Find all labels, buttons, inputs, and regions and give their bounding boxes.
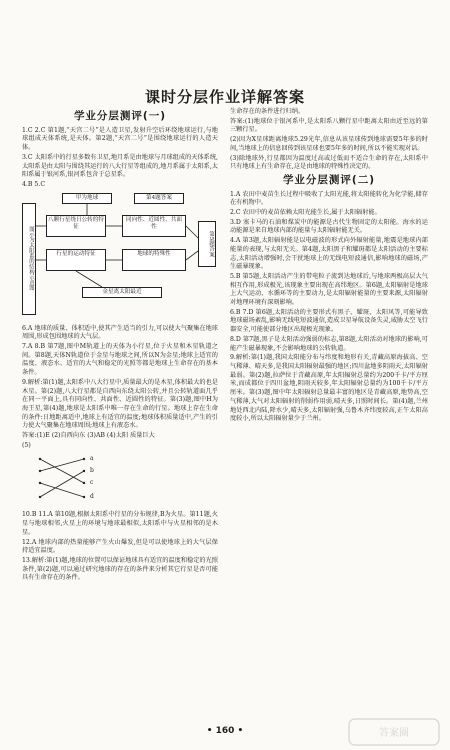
answer-7-8: 7.A 8.B 第7题,图中M轨道上的天体为小行星,位于火星和木星轨道之间。第8题,天体N轨道位于金星与地球之间,所以N为金星;地球上适宜的温度、液态水、适宜的大气和稳定的光照等都是地球上生命存在的基本条件。	[22, 343, 218, 377]
diagram-box-features-list: 同向性、近圆性、共面性	[122, 215, 186, 237]
answer-2-5: 5.B 第5题,太阳活动产生的带电粒子流到达地球后,与地球两极高层大气相互作用,形成极光,该现象主要出现在高纬地区。第6题,太阳辐射是地球上大气运动、水循环等的主要动力,是太阳辐射能量的主要来源,太阳辐射对地理环境有深刻影响。	[230, 272, 428, 307]
answer-2-8: 8.D 第7题,黑子是太阳活动强弱的标志,第8题,太阳活动对地球的影响,可能产生磁暴现象,不会影响地球的公转轨道。	[230, 335, 428, 352]
answer-2-2: 2.C 农田中的麦苗依赖太阳光能生长,属于太阳辐射能。	[230, 209, 381, 217]
diagram-box-motion: 行星的运动特征	[46, 249, 106, 271]
page-number: • 160 •	[206, 726, 244, 736]
right-column	[230, 108, 428, 425]
answer-1-2: 1.C 2.C 第1题,“天宫二号”是人造卫星,发射升空后环绕地球运行,与地球组成天体系统,是天体。第2题,“天宫二号”是围绕地球运行的人造天体。	[22, 126, 218, 152]
answer-9-part5: (5)	[22, 441, 31, 449]
answer-2-6-7: 6.B 7.D 第6题,太阳活动的主要形式有黑子、耀斑、太阳风等,可能导致地球磁场紊乱,影响无线电短波通信,造成卫星导航设备失灵,威胁太空飞行器安全,可能使部分地区出现极光现象。	[230, 308, 428, 334]
answer-13-result-1: 答案:(1)地球位于银河系中,是太阳系八颗行星中距离太阳由近至远的第三颗行星。	[230, 117, 428, 134]
answer-13-result-3: (3)除地球外,行星都因为温度过高或过低而不适合生命的存在,太阳系中只有地球上有生命存在,这是由地球的特殊性决定的。	[230, 154, 428, 171]
concept-diagram	[22, 193, 218, 321]
graph-label-b: b	[90, 467, 94, 475]
page-title: 课时分层作业详解答案	[144, 88, 305, 106]
diagram-connectors	[22, 193, 218, 321]
answer-9-analysis: 9.解析:第(1)题,太阳系中八大行星中,质量最大的是木星,体积最大的也是木星。第(2)题,八大行星都是自西向东绕太阳公转,并且公转轨道面几乎在同一平面上,具有同向性、共面性、近圆性的特征。第(3)题,图中H为海王星,第(4)题,地球是太阳系中唯一存在生命的行星。地球上存在生命的条件:日地距离适中,地球上有适宜的温度;地球体积质量适中,产生的引力使大气聚集在地球周围;地球上有液态水。	[22, 378, 218, 430]
answer-3: 3.C 太阳系中的行星多数有卫星,地月系是由地球与月球组成的天体系统,太阳系是由太阳与围绕其运行的八大行星等组成的,地月系属于太阳系,太阳系属于银河系,银河系包含于总星系。	[22, 153, 218, 179]
diagram-box-answer4: 第4题答案	[134, 193, 184, 204]
diagram-box-answer5: 第5题答案	[198, 221, 216, 267]
diagram-box-bottom: 金星离太阳最近	[82, 287, 162, 298]
left-column	[22, 108, 218, 584]
answer-13: 13.解析:第(1)题,地球的位置可以保证地球具有适宜的温度和稳定的光照条件,第(2)题,可以通过研究地球的存在的条件来分析其它行星是否可能具有生命存在的条件。	[22, 556, 218, 582]
answer-6: 6.A 地球的质量、体积适中,使其产生适当的引力,可以使大气聚集在地球周围,形成包围地球的大气层。	[22, 324, 218, 341]
graph-label-c: c	[90, 479, 94, 487]
answer-13-cont: 生命存在的条件进行归纳。	[230, 108, 305, 115]
answer-13-result-2: (2)因为X星球距离地球5.29光年,信息从该星球传到地球需要5年多的时间,当地球上的信息回传到该星球也要5年多的时间,所以不能实现对话。	[230, 136, 428, 152]
graph-label-a: a	[90, 455, 94, 463]
answer-4-5: 4.B 5.C	[22, 180, 46, 188]
graph-label-d: d	[90, 493, 94, 501]
answer-2-4: 4.A 第3题,太阳辐射能是以电磁波的形式向外辐射能量,地震是地球内部能量的表现,与太阳无关。第4题,太阳黑子和耀斑都是太阳活动的主要标志,太阳活动增强时,会干扰地球上的无线电短波通信,影响地球的磁场,产生磁暴现象。	[230, 237, 428, 271]
diagram-box-earth-special: 地球的特殊性	[122, 249, 186, 271]
watermark-logo	[348, 718, 440, 746]
diagram-box-top: 甲为地球	[62, 193, 112, 204]
diagram-side-label: 图示为太阳系的结构示意图	[22, 203, 36, 315]
matching-lines	[32, 453, 112, 507]
answer-9-result: 答案:(1)E (2)自西向东 (3)AB (4)太阳 质量巨大	[22, 432, 155, 440]
answer-12: 12.A 地球内部的热量能够产生火山爆发,但是可以使地球上的大气层保持适宜温度。	[22, 538, 218, 555]
diagram-box-orbit-features: 八颗行星绕日公转的特征	[46, 215, 106, 237]
section-heading-2: 学业分层测评(二)	[282, 173, 376, 186]
svg-text:答案圈: 答案圈	[379, 728, 409, 739]
answer-2-9: 9.解析:第(1)题,我国太阳能分布与纬度和地形有关,青藏高原海拔高、空气稀薄、晴天多,是我国太阳辐射最强的地区;四川盆地多阴雨天,太阳辐射最弱。第(2)题,拉萨位于青藏高原,年太阳辐射总量约为200千卡/平方厘米,而成都位于四川盆地,阴雨天较多,年太阳辐射总量约为100千卡/平方厘米。第(3)题,图中年太阳辐射总量最丰富的地区是青藏高原,地势高,空气稀薄,大气对太阳辐射的削弱作用弱,晴天多,日照时间长。第(4)题,兰州地处西北内陆,降水少,晴天多,太阳辐射强,乌鲁木齐纬度较高,正午太阳高度较小,所以太阳辐射量少于兰州。	[230, 354, 428, 423]
section-heading-1: 学业分层测评(一)	[73, 110, 167, 122]
answer-2-1: 1.A 农田中麦苗生长过程中吸收了太阳光能,将太阳能转化为化学能,储存在有机物中。	[230, 190, 428, 207]
matching-diagram	[32, 453, 112, 507]
answer-2-3: 3.D 塞卡马的石油和煤炭中的能源是古代生物固定的太阳能。海水的运动能源是来自地球内部的能量与太阳辐射能无关。	[230, 218, 428, 235]
answer-10-11: 10.B 11.A 第10题,根据太阳系中行星的分布规律,B为火星。第11题,火星与地球相邻,火星上的环境与地球最相似,太阳系中与火星相邻的是木星。	[22, 511, 218, 536]
